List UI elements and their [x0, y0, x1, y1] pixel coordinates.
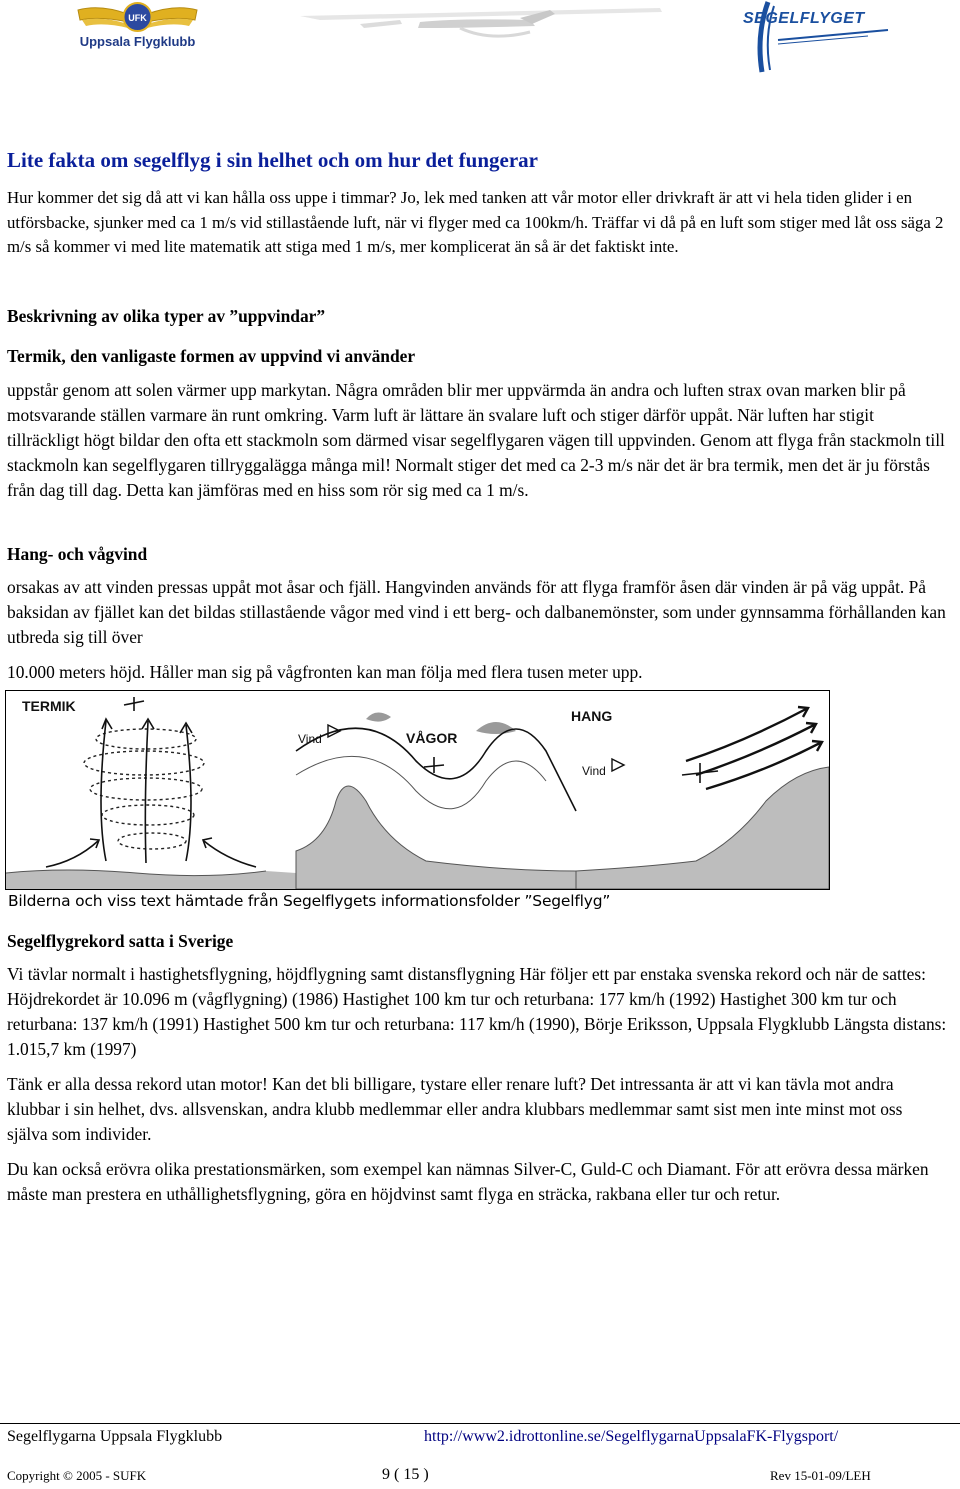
records-paragraph-3: Du kan också erövra olika prestationsmärken, som exempel kan nämnas Silver-C, Guld-C och Diamant. För att erövra dessa märken måste man prestera en uthållighetsflygning, göra en höjdvinst samt flyga en sträcka, rakbana eller tur och retur. — [7, 1159, 929, 1204]
hang-paragraph-continued: 10.000 meters höjd. Håller man sig på vågfronten kan man följa med flera tusen meter upp. — [7, 662, 643, 682]
thermal-arrows — [46, 719, 256, 867]
svg-text:UFK: UFK — [128, 13, 147, 23]
termik-heading: Termik, den vanligaste formen av uppvind vi använder — [7, 346, 416, 366]
glider-icon — [124, 697, 144, 711]
footer-url-link[interactable]: http://www2.idrottonline.se/SegelflygarnaUppsalaFK-Flygsport/ — [424, 1428, 839, 1445]
glider-sketch-icon — [300, 2, 670, 52]
hang-heading: Hang- och vågvind — [7, 544, 148, 564]
figure-caption: Bilderna och viss text hämtade från Segelflygets informationsfolder ”Segelflyg” — [8, 892, 611, 910]
records-heading: Segelflygrekord satta i Sverige — [7, 931, 234, 951]
section-heading: Beskrivning av olika typer av ”uppvindar” — [7, 306, 326, 326]
footer-revision: Rev 15-01-09/LEH — [770, 1468, 871, 1483]
intro-paragraph: Hur kommer det sig då att vi kan hålla oss uppe i timmar? Jo, lek med tanken att vår motor eller drivkraft är att vi hela tiden glider i en utförsbacke, sjunker med ca 1 m/s vid stillastående luft, när vi flyger med ca 100km/h. Träffar vi då på en luft som stiger med låt oss säga 2 m/s så kommer vi med lite matematik att stiga med 1 m/s, mer komplicerat än så är det faktiskt inte. — [7, 188, 944, 257]
logo-text: Uppsala Flygklubb — [79, 34, 196, 49]
uppsala-flygklubb-logo — [70, 0, 205, 58]
footer-copyright: Copyright © 2005 - SUFK — [7, 1468, 147, 1483]
footer-divider — [0, 1423, 960, 1424]
wings-emblem-icon — [70, 0, 205, 58]
wind-arrow-icon-2 — [612, 759, 624, 771]
uppvind-illustration — [5, 690, 830, 890]
label-vind-1: Vind — [298, 732, 322, 746]
label-termik: TERMIK — [22, 698, 76, 714]
segelflyget-brand-text: SEGELFLYGET — [743, 10, 865, 27]
records-paragraph-2: Tänk er alla dessa rekord utan motor! Kan det bli billigare, tystare eller renare luft? Det intressanta är att vi kan tävla mot andra klubbar i sin helhet, dvs. allsvenskan, andra klubb medlemmar eller andra klubbars medlemmar samt sist men inte minst mot oss själva som individer. — [7, 1074, 903, 1144]
footer-org: Segelflygarna Uppsala Flygklubb — [7, 1428, 223, 1445]
termik-paragraph: uppstår genom att solen värmer upp markytan. Några områden blir mer uppvärmda än andra och luften strax ovan marken blir på motsvarande ställen varmare än runt omkring. Varm luft är lättare än svalare luft och stiger därför uppåt. När luften har stigit tillräckligt högt bildar den ofta ett stackmoln som därmed visar segelflygaren vägen till uppvinden. Genom att flyga från stackmoln till stackmoln kan segelflygaren tillryggalägga många mil! Normalt stiger det med ca 2-3 m/s när det är bra termik, men det är ju förstås från dag till dag. Detta kan jämföras med en hiss som rör sig med ca 1 m/s. — [7, 380, 945, 500]
label-vagor: VÅGOR — [406, 730, 458, 746]
page-title: Lite fakta om segelflyg i sin helhet och om hur det fungerar — [7, 148, 538, 172]
segelflyget-logo — [738, 0, 898, 75]
hang-paragraph: orsakas av att vinden pressas uppåt mot åsar och fjäll. Hangvinden används för att flyga framför åsen där vinden är på väg uppåt. På baksidan av fjället kan det bildas stillastående vågor med vind i ett berg- och dalbanemönster, som under gynnsamma förhållanden kan utbreda sig till över — [7, 577, 946, 647]
label-hang: HANG — [571, 708, 613, 724]
footer-page-number: 9 ( 15 ) — [382, 1466, 429, 1483]
uppvind-diagram — [6, 691, 829, 889]
label-vind-2: Vind — [582, 764, 606, 778]
records-paragraph-1: Vi tävlar normalt i hastighetsflygning, höjdflygning samt distansflygning Här följer ett par enstaka svenska rekord och när de sattes: Höjdrekordet är 10.096 m (vågflygning) (1986) Hastighet 100 km tur och returbana: 177 km/h (1992) Hastighet 300 km tur och returbana: 137 km/h (1991) Hastighet 500 km tur och returbana: 117 km/h (1990), Börje Eriksson, Uppsala Flygklubb Längsta distans: 1.015,7 km (1997) — [7, 964, 947, 1059]
